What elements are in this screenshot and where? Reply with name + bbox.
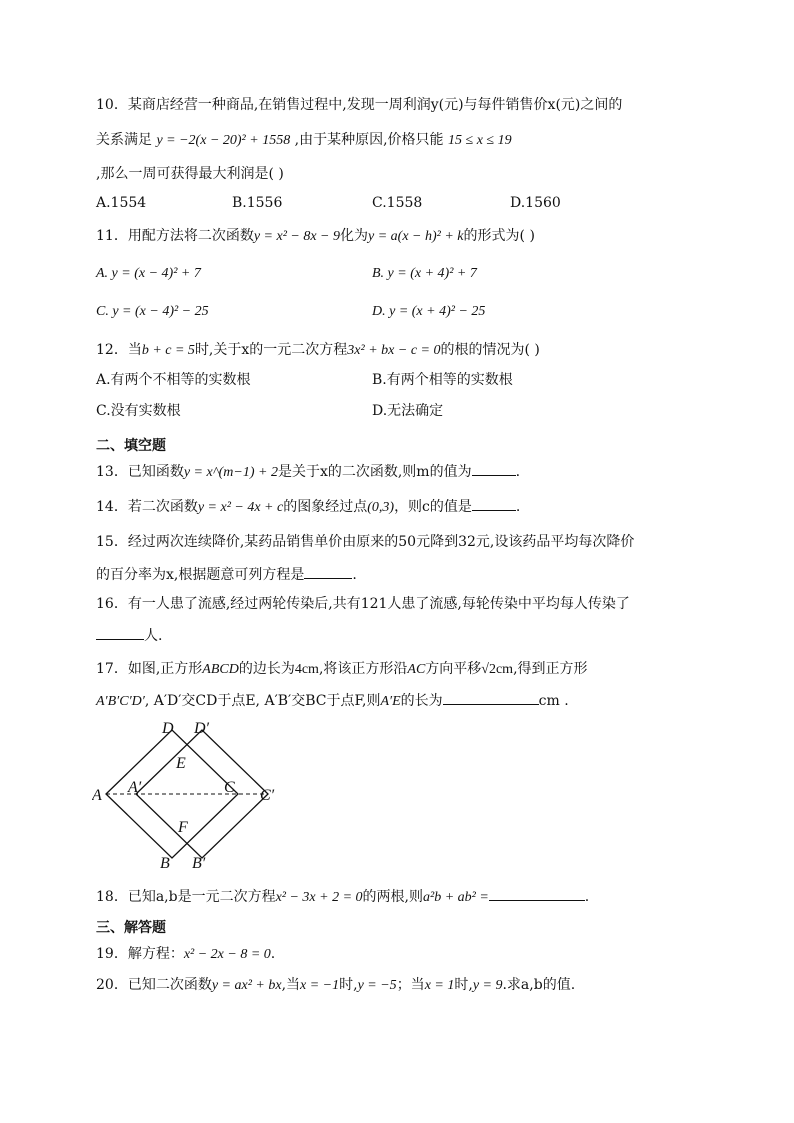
q10-option-d: D.1560 [510,195,561,211]
q18-math2: a²b + ab² = [423,890,489,905]
q16-line1: 16．有一人患了流感,经过两轮传染后,共有121人患了流感,每轮传染中平均每人传染了 [96,596,630,612]
q12-math2: 3x² + bx − c = 0 [347,343,441,358]
q18-math: x² − 3x + 2 = 0 [275,890,363,905]
q20-math1: y = ax² + bx [211,978,282,993]
q10-option-b: B.1556 [232,195,283,211]
q10-function: y = −2(x − 20)² + 1558 [156,133,291,148]
label-a1: A′ [128,779,142,796]
q12-stem-c: 的根的情况为( ) [440,342,540,358]
q12-option-b: B.有两个相等的实数根 [372,372,513,388]
q15-end: . [352,567,357,583]
q16-answer-blank[interactable] [96,625,144,640]
q20-b: ,当 [281,977,301,993]
label-e: E [176,755,186,772]
q12-stem-b: 时,关于x的一元二次方程 [194,342,348,358]
q14-math: y = x² − 4x + c [197,500,284,515]
section-solve: 三、解答题 [96,920,166,936]
q10-text: 关系满足 [96,132,152,148]
q14-a: 14．若二次函数 [96,499,198,515]
q17-b: 的边长为 [238,661,295,677]
q13 [96,461,520,483]
q11-stem-a: 11．用配方法将二次函数 [96,228,254,244]
q17-ac: AC [407,662,426,677]
q16-line2 [96,625,162,646]
q20-math5: y = 9 [472,978,503,993]
q11-option-a: A. y = (x − 4)² + 7 [96,266,201,281]
q10-line3: ,那么一周可获得最大利润是( ) [96,166,284,182]
section-fill-in: 二、填空题 [96,438,166,454]
q14 [96,496,520,518]
q17-abcd: ABCD [202,662,239,677]
q19-math: x² − 2x − 8 = 0 [183,947,271,962]
q12-option-d: D.无法确定 [372,403,444,419]
label-d1: D′ [194,720,210,737]
label-c: C [224,779,235,796]
label-c1: C′ [260,787,275,804]
q17-line2-c: 的长为 [400,693,443,709]
q11-stem [96,226,535,247]
q13-answer-blank[interactable] [472,461,516,476]
q20-math4: x = 1 [424,978,455,993]
q16-end: 人. [144,628,163,644]
q15-answer-blank[interactable] [304,564,352,579]
q18 [96,886,589,908]
q18-end: . [584,889,590,905]
q11-option-c: C. y = (x − 4)² − 25 [96,304,209,319]
q18-answer-blank[interactable] [489,886,585,901]
q10-line2 [96,130,512,151]
label-b: B [160,855,170,872]
q17-answer-blank[interactable] [443,690,539,705]
q17-c: ,将该正方形沿 [318,661,408,677]
q17-d: 方向平移 [425,661,482,677]
q11-stem-c: 的形式为( ) [463,228,535,244]
q17-a: 17．如图,正方形 [96,661,203,677]
q19-a: 19．解方程： [96,946,184,962]
label-b1: B′ [192,855,206,872]
label-d: D [162,720,174,737]
q20-f: .求a,b的值. [502,977,576,993]
q20-c: 时, [339,977,358,993]
q10-option-a: A.1554 [96,195,147,211]
q13-b: 是关于x的二次函数,则m的值为 [277,464,472,480]
q17-square2: A′B′C′D′ [96,694,145,709]
q17-line2 [96,690,569,712]
q17-shift: √2cm [481,662,514,677]
q13-math: y = x^(m−1) + 2 [183,465,278,480]
q19 [96,944,275,965]
q10-tail: ,由于某种原因,价格只能 [294,132,444,148]
q11-option-b: B. y = (x + 4)² + 7 [372,266,477,281]
q11-option-d: D. y = (x + 4)² − 25 [372,304,486,319]
q20 [96,975,575,996]
label-a: A [92,787,102,804]
q17-e: ,得到正方形 [513,661,588,677]
q13-a: 13．已知函数 [96,464,184,480]
q20-a: 20．已知二次函数 [96,977,212,993]
q17-side: 4cm [294,662,319,677]
q12-option-a: A.有两个不相等的实数根 [96,372,251,388]
q14-c: ，则c的值是 [394,499,472,515]
q12-stem-a: 12．当 [96,342,142,358]
q19-end: . [270,946,276,962]
q14-point: (0,3) [367,500,395,515]
q17-line2-b: , A′D′交CD于点E, A′B′交BC于点F,则 [144,693,381,709]
q11-math1: y = x² − 8x − 9 [253,229,341,244]
q13-end: . [515,464,521,480]
q12-option-c: C.没有实数根 [96,403,181,419]
q11-stem-b: 化为 [340,228,369,244]
q17-figure [92,718,312,878]
q11-math2: y = a(x − h)² + k [368,229,464,244]
q15-line2 [96,564,357,585]
q17-line1 [96,659,588,680]
q20-math3: y = −5 [357,978,397,993]
q17-ae: A′E [380,694,401,709]
q18-a: 18．已知a,b是一元二次方程 [96,889,276,905]
q12-stem [96,340,540,361]
q14-b: 的图象经过点 [283,499,368,515]
q10-line1: 10．某商店经营一种商品,在销售过程中,发现一周利润y(元)与每件销售价x(元)之间的 [96,97,623,113]
label-f: F [178,819,188,836]
q10-range: 15 ≤ x ≤ 19 [448,133,512,148]
q20-d: ；当 [396,977,425,993]
q15-line1: 15．经过两次连续降价,某药品销售单价由原来的50元降到32元,设该药品平均每次降价 [96,534,635,550]
q17-unit: cm . [538,693,569,709]
q20-math2: x = −1 [300,978,340,993]
q14-answer-blank[interactable] [472,496,516,511]
q10-option-c: C.1558 [372,195,423,211]
q12-math1: b + c = 5 [141,343,195,358]
q18-b: 的两根,则 [362,889,423,905]
q14-end: . [515,499,521,515]
q20-e: 时, [454,977,473,993]
q15-line2-text: 的百分率为x,根据题意可列方程是 [96,567,305,583]
